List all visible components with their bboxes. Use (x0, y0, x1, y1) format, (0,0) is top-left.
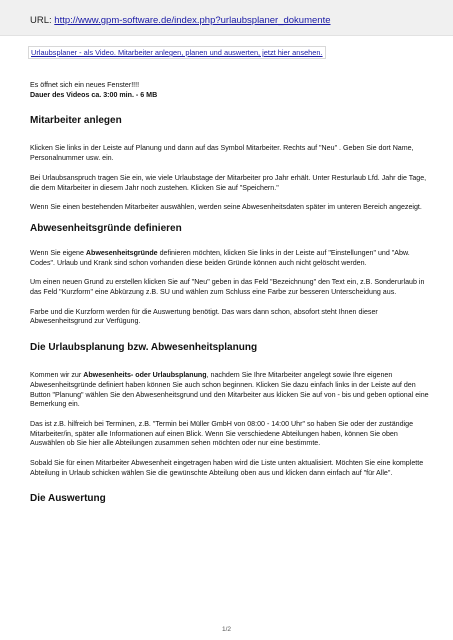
document-content (30, 46, 430, 505)
paragraph-urlaubsplanung-1 (30, 371, 430, 410)
paragraph-abwesenheit-2: Um einen neuen Grund zu erstellen klicken Sie auf "Neu" geben in das Feld "Bezeichnung" den Text ein, z.B. Sonderurlaub in das Feld "Kurzform" eine Abkürzung z.B. SU und wählen zum Schluss eine Farbe zur besseren Unterscheidung aus. (30, 278, 425, 297)
paragraph-mitarbeiter-3: Wenn Sie einen bestehenden Mitarbeiter auswählen, werden seine Abwesenheitsdaten später im unteren Bereich angezeigt. (30, 203, 422, 212)
page-number: 1/2 (221, 626, 232, 633)
url-link[interactable]: http://www.gpm-software.de/index.php?urlaubsplaner_dokumente (54, 15, 331, 26)
paragraph-abwesenheit-1 (30, 249, 430, 268)
text-span: , nachdem Sie Ihre Mitarbeiter angelegt sowie Ihre eigenen Abwesenheitsgründe definiert haben können Sie auch schon beginnen. Klicken Sie dazu einfach links in der Leiste auf den Button "Planung" wählen Sie den Abwesenheitsgrund und den Mitarbeiter aus klicken Sie auf von - bis und geben optional eine Bemerkung ein. (30, 371, 429, 409)
video-notice (30, 81, 430, 100)
text-span: definieren möchten, klicken Sie links in der Leiste auf "Einstellungen" und "Abw. Codes". Urlaub und Krank sind schon vorhanden diese beiden Gründe können auch nicht gelöscht werden. (30, 248, 410, 267)
url-label: URL: (30, 15, 52, 26)
heading-mitarbeiter-anlegen: Mitarbeiter anlegen (30, 115, 122, 127)
url-bar (0, 0, 453, 36)
video-duration: Dauer des Videos ca. 3:00 min. - 6 MB (30, 90, 158, 99)
paragraph-mitarbeiter-2: Bei Urlaubsanspruch tragen Sie ein, wie viele Urlaubstage der Mitarbeiter pro Jahr erhält. Unter Resturlaub Lfd. Jahr die Tage, die dem Mitarbeiter in diesem Jahr noch zustehen. Klicken Sie auf "Speichern." (30, 173, 427, 192)
heading-auswertung: Die Auswertung (30, 493, 106, 505)
bold-term: Abwesenheitsgründe (85, 248, 158, 257)
paragraph-abwesenheit-3: Farbe und die Kurzform werden für die Auswertung benötigt. Das wars dann schon, absofort steht Ihnen dieser Abwesenheitsgrund zur Verfügung. (30, 307, 378, 326)
paragraph-urlaubsplanung-3: Sobald Sie für einen Mitarbeiter Abwesenheit eingetragen haben wird die Liste unten aktualisiert. Möchten Sie eine komplette Abteilung in Urlaub schicken wählen Sie die gewünschte Abteilung oben aus und klicken dann einfach auf "für Alle". (30, 459, 424, 477)
text-span: Wenn Sie eigene (30, 248, 86, 257)
paragraph-urlaubsplanung-2: Das ist z.B. hilfreich bei Terminen, z.B. "Termin bei Müller GmbH von 08:00 - 14:00 Uhr" so haben Sie oder der zuständige Mitarbeiter/in, später alle Informationen auf einen Blick. Wenn Sie verschiedene Abteilungen haben, können Sie oben Auswählen ob Sie hier alle Abteilungen zusammen sehen möchten oder nur eine bestimmte. (30, 419, 414, 448)
paragraph-mitarbeiter-1: Klicken Sie links in der Leiste auf Planung und dann auf das Symbol Mitarbeiter. Rechts auf "Neu" . Geben Sie dort Name, Personalnummer usw. ein. (30, 144, 414, 163)
heading-abwesenheitsgruende: Abwesenheitsgründe definieren (30, 222, 182, 234)
video-link[interactable]: Urlaubsplaner - als Video. Mitarbeiter anlegen, planen und auswerten, jetzt hier ansehen. (28, 46, 326, 59)
text-span: Kommen wir zur (30, 371, 84, 380)
new-window-notice: Es öffnet sich ein neues Fenster!!!! (30, 81, 140, 89)
heading-urlaubsplanung: Die Urlaubsplanung bzw. Abwesenheitsplanung (30, 342, 258, 354)
bold-term: Abwesenheits- oder Urlaubsplanung (83, 371, 207, 380)
